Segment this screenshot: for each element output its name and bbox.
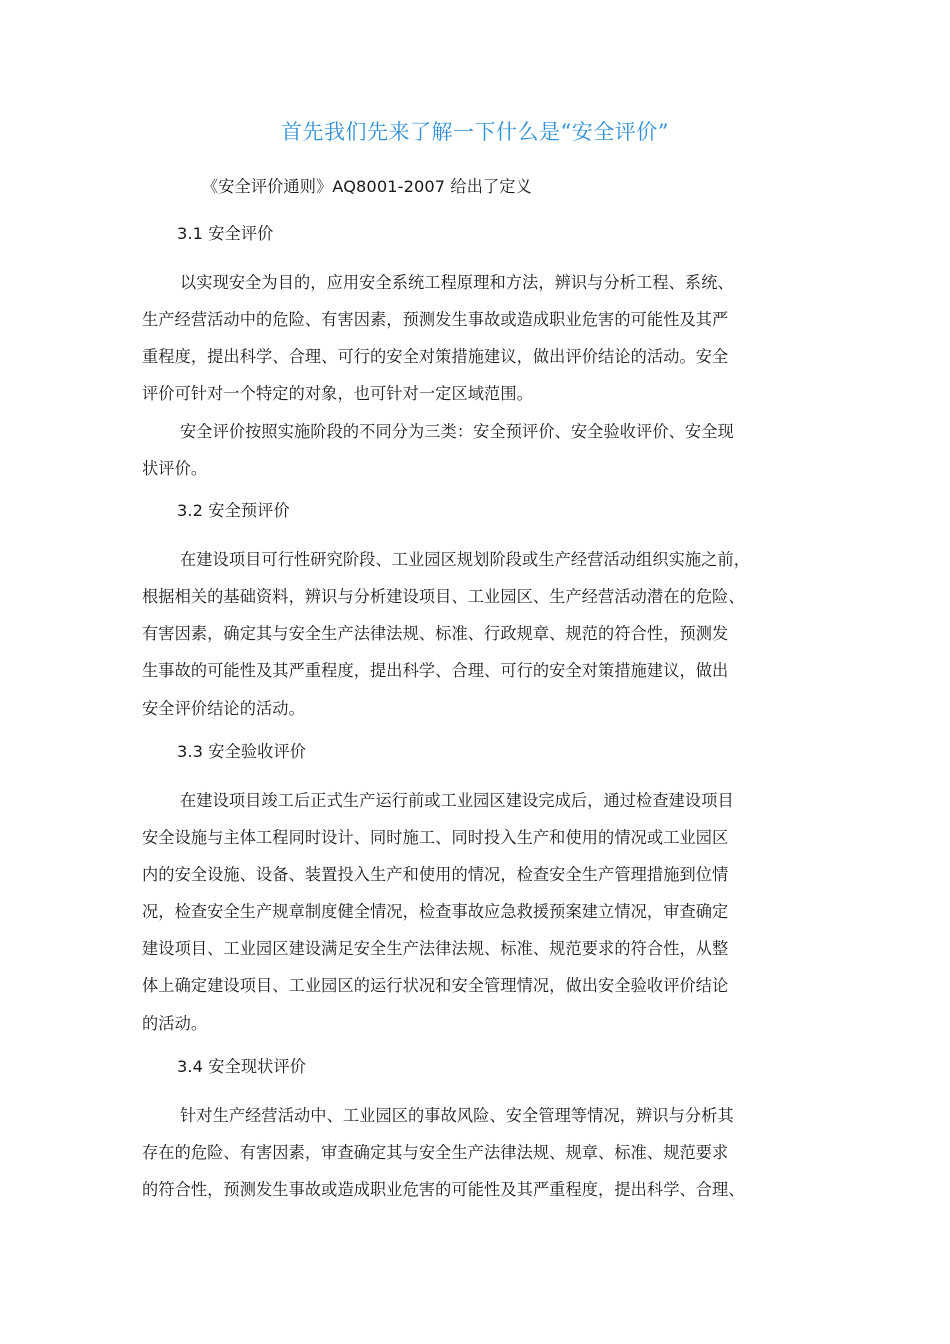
paragraph-line: 状评价。: [142, 459, 208, 478]
paragraph-line: 存在的危险、有害因素，审查确定其与安全生产法律法规、规章、标准、规范要求: [142, 1143, 729, 1162]
paragraph-line: 针对生产经营活动中、工业园区的事故风险、安全管理等情况，辨识与分析其: [180, 1106, 734, 1125]
paragraph-line: 建设项目、工业园区建设满足安全生产法律法规、标准、规范要求的符合性，从整: [142, 939, 729, 958]
section-heading-3-2: 3.2 安全预评价: [177, 501, 290, 520]
paragraph-line: 生产经营活动中的危险、有害因素，预测发生事故或造成职业危害的可能性及其严: [142, 310, 729, 329]
paragraph-line: 根据相关的基础资料，辨识与分析建设项目、工业园区、生产经营活动潜在的危险、: [142, 587, 745, 606]
paragraph-line: 况，检查安全生产规章制度健全情况，检查事故应急救援预案建立情况，审查确定: [142, 902, 729, 921]
document-subtitle: 《安全评价通则》AQ8001-2007 给出了定义: [202, 177, 532, 196]
paragraph-line: 安全设施与主体工程同时设计、同时施工、同时投入生产和使用的情况或工业园区: [142, 828, 729, 847]
paragraph-line: 内的安全设施、设备、装置投入生产和使用的情况，检查安全生产管理措施到位情: [142, 865, 729, 884]
paragraph-line: 在建设项目竣工后正式生产运行前或工业园区建设完成后，通过检查建设项目: [180, 791, 734, 810]
paragraph-line: 评价可针对一个特定的对象，也可针对一定区域范围。: [142, 384, 533, 403]
paragraph-line: 体上确定建设项目、工业园区的运行状况和安全管理情况，做出安全验收评价结论: [142, 976, 729, 995]
paragraph-line: 以实现安全为目的，应用安全系统工程原理和方法，辨识与分析工程、系统、: [180, 273, 734, 292]
section-heading-3-1: 3.1 安全评价: [177, 224, 274, 243]
paragraph-line: 安全评价按照实施阶段的不同分为三类：安全预评价、安全验收评价、安全现: [180, 422, 734, 441]
paragraph-line: 的符合性，预测发生事故或造成职业危害的可能性及其严重程度，提出科学、合理、: [142, 1180, 745, 1199]
document-title: 首先我们先来了解一下什么是“安全评价”: [281, 120, 669, 144]
section-heading-3-3: 3.3 安全验收评价: [177, 742, 307, 761]
paragraph-line: 有害因素，确定其与安全生产法律法规、标准、行政规章、规范的符合性，预测发: [142, 624, 729, 643]
paragraph-line: 生事故的可能性及其严重程度，提出科学、合理、可行的安全对策措施建议，做出: [142, 661, 729, 680]
paragraph-line: 的活动。: [142, 1014, 208, 1033]
paragraph-line: 安全评价结论的活动。: [142, 699, 305, 718]
paragraph-line: 重程度，提出科学、合理、可行的安全对策措施建议，做出评价结论的活动。安全: [142, 347, 729, 366]
paragraph-line: 在建设项目可行性研究阶段、工业园区规划阶段或生产经营活动组织实施之前，: [180, 550, 751, 569]
section-heading-3-4: 3.4 安全现状评价: [177, 1057, 307, 1076]
